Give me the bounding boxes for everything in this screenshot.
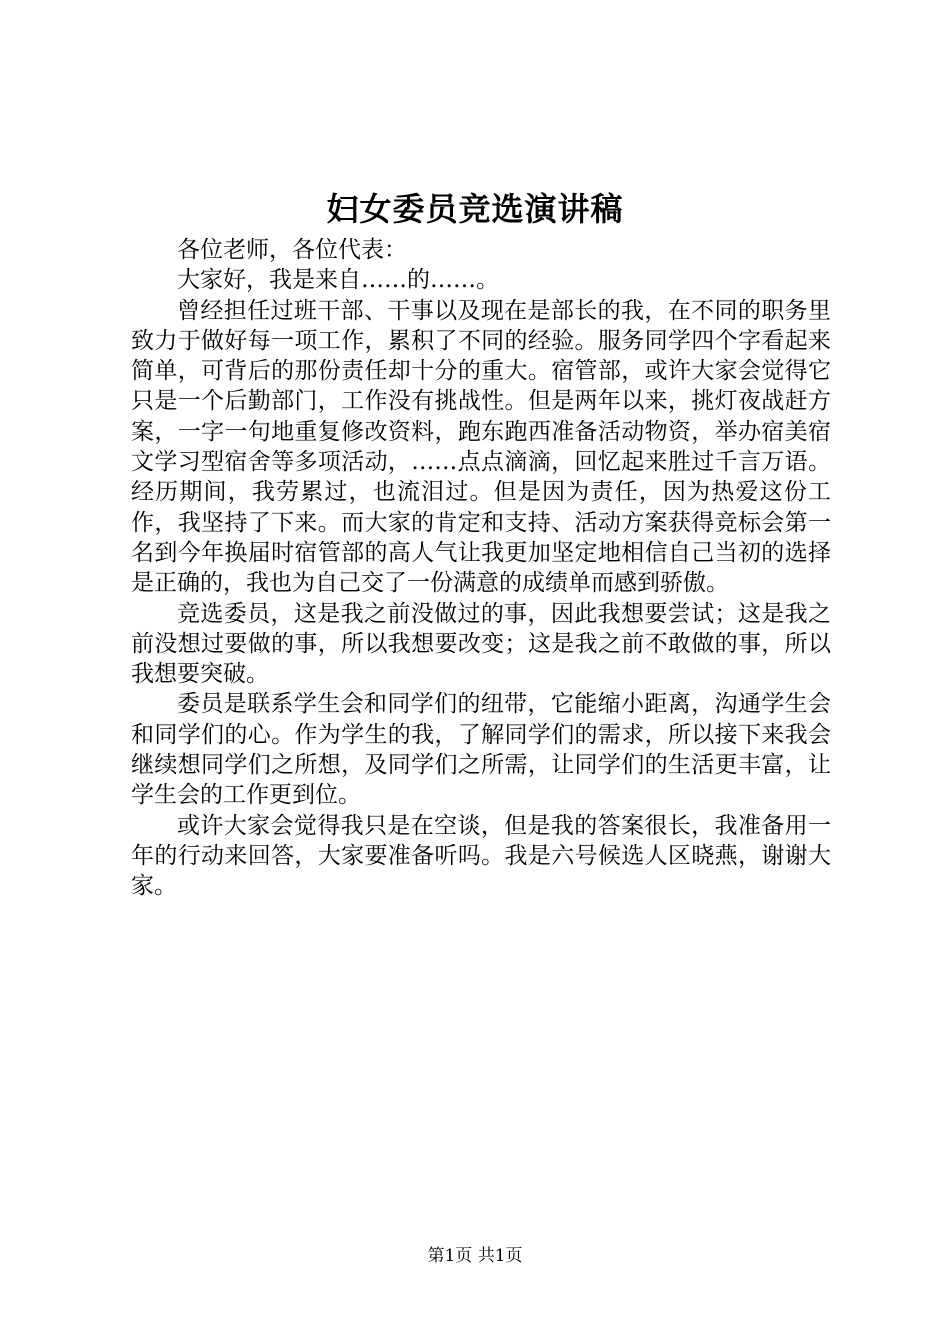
paragraph-role: 委员是联系学生会和同学们的纽带，它能缩小距离，沟通学生会和同学们的心。作为学生的我，了解同学们的需求，所以接下来我会继续想同学们之所想，及同学们之所需，让同学们的生活更丰富，让学生会的工作更到位。 [131, 691, 831, 809]
document-body [131, 235, 831, 902]
document-title: 妇女委员竞选演讲稿 [326, 190, 624, 228]
greeting: 大家好，我是来自……的……。 [177, 267, 499, 294]
page-footer: 第1页 共1页 [427, 1246, 523, 1266]
salutation: 各位老师，各位代表： [177, 237, 407, 263]
paragraph-closing: 或许大家会觉得我只是在空谈，但是我的答案很长，我准备用一年的行动来回答，大家要准备听吗。我是六号候选人区晓燕，谢谢大家。 [131, 812, 831, 900]
paragraph-experience: 曾经担任过班干部、干事以及现在是部长的我，在不同的职务里致力于做好每一项工作，累积了不同的经验。服务同学四个字看起来简单，可背后的那份责任却十分的重大。宿管部，或许大家会觉得它只是一个后勤部门，工作没有挑战性。但是两年以来，挑灯夜战赶方案，一字一句地重复修改资料，跑东跑西准备活动物资，举办宿美宿文学习型宿舍等多项活动，……点点滴滴，回忆起来胜过千言万语。经历期间，我劳累过，也流泪过。但是因为责任，因为热爱这份工作，我坚持了下来。而大家的肯定和支持、活动方案获得竞标会第一名到今年换届时宿管部的高人气让我更加坚定地相信自己当初的选择是正确的，我也为自己交了一份满意的成绩单而感到骄傲。 [131, 297, 831, 597]
paragraph-motivation: 竞选委员，这是我之前没做过的事，因此我想要尝试；这是我之前没想过要做的事，所以我想要改变；这是我之前不敢做的事，所以我想要突破。 [131, 600, 831, 688]
